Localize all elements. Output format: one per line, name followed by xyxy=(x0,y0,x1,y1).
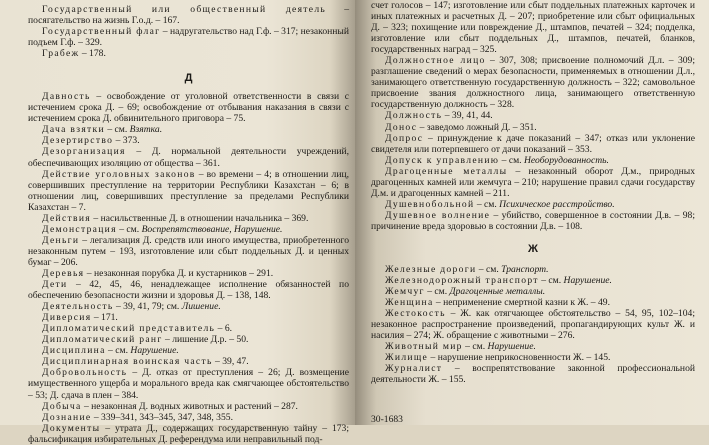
index-entry xyxy=(28,412,349,423)
right-page-zh-entries xyxy=(371,264,695,386)
index-entry xyxy=(28,91,349,124)
index-entry xyxy=(28,345,349,356)
index-entry xyxy=(28,356,349,367)
entry-text: – надругательство над Г.ф. – 317; незаконный подъем Г.ф. – 329. xyxy=(28,26,349,49)
index-entry xyxy=(371,55,695,110)
entry-term: Деньги xyxy=(42,234,80,246)
entry-text: – см. xyxy=(105,345,131,357)
index-entry xyxy=(28,124,349,135)
entry-text: – 171. xyxy=(91,312,118,324)
entry-text: – незаконная порубка Д. и кустарников – 291. xyxy=(84,267,274,279)
entry-term: Душевное волнение xyxy=(385,209,491,221)
entry-reference: Взятка. xyxy=(129,124,163,136)
entry-term: Действия xyxy=(42,212,91,224)
index-entry xyxy=(371,110,695,121)
index-entry xyxy=(371,286,695,297)
entry-text: – см. xyxy=(499,154,524,166)
entry-term: Дача взятки xyxy=(42,124,105,136)
index-entry xyxy=(28,169,349,213)
entry-reference: Нарушение. xyxy=(487,341,536,353)
entry-term: Диверсия xyxy=(42,312,92,324)
entry-text: – см. xyxy=(116,223,142,235)
index-entry xyxy=(28,26,349,48)
index-entry xyxy=(28,367,349,400)
entry-text: – во времени – 4; в отношении лиц, совершивших преступление на территории Республики Казахстан – 6; в отношении лиц, совершивших преступление за пределами Республики Казахстан – 7. xyxy=(28,168,349,213)
index-entry xyxy=(28,334,349,345)
entry-text: – воспрепятствование законной профессиональной деятельности Ж. – 155. xyxy=(371,363,695,386)
entry-term: Допуск к управлению xyxy=(385,154,500,166)
index-entry xyxy=(371,341,695,352)
entry-term: Жестокость xyxy=(385,308,446,320)
entry-text: – освобождение от уголовной ответственности в связи с истечением срока Д. – 69; освобождение от отбывания наказания в связи с истечением срока Д. обвинительного приговора – 75. xyxy=(28,91,349,125)
entry-text: – 307, 308; присвоение полномочий Д.л. – 309; разглашение сведений о мерах безопасности, применяемых в отношении Д.л., занимающего ответственную государственную должность – 322; самовольное присвоение звания должностного лица, занимающего ответственную государственную должность – 328. xyxy=(371,55,696,111)
entry-text: – принуждение к даче показаний – 347; отказ или уклонение свидетеля или потерпевшего от дачи показаний – 353. xyxy=(371,132,695,155)
entry-text: счет голосов – 147; изготовление или сбыт поддельных платежных карточек и иных платежных и расчетных Д. – 207; приобретение или сбыт официальных Д. – 323; похищение или повреждение Д., штампов, печатей – 324; подделка, изготовление или сбыт поддельных Д., штампов, печатей, бланков, государственных наград – 325. xyxy=(371,0,695,56)
index-entry xyxy=(371,210,695,232)
entry-reference: Транспорт. xyxy=(501,263,549,275)
right-page xyxy=(355,0,709,425)
entry-text: – 39, 47. xyxy=(212,356,249,368)
entry-text: – 39, 41, 79; см. xyxy=(113,301,182,313)
entry-term: Должностное лицо xyxy=(385,55,486,67)
entry-text: – утрата Д., содержащих государственную тайну – 173; фальсификация избирательных Д. референдума или неправильный под- xyxy=(28,422,349,445)
entry-reference: Драгоценные металлы. xyxy=(449,286,546,298)
index-entry xyxy=(28,213,349,224)
right-page-index-entries xyxy=(371,0,695,232)
entry-term: Дезертирство xyxy=(42,135,114,147)
index-entry xyxy=(28,323,349,334)
index-entry xyxy=(28,301,349,312)
index-entry xyxy=(371,275,695,286)
index-entry xyxy=(28,235,349,268)
index-entry xyxy=(28,268,349,279)
left-page-index-entries xyxy=(28,91,349,445)
entry-term: Душевнобольной xyxy=(385,198,475,210)
entry-text: – см. xyxy=(538,275,564,287)
entry-text: – 373. xyxy=(113,135,140,147)
entry-term: Государственный флаг xyxy=(42,26,161,38)
index-entry xyxy=(371,0,695,55)
entry-text: – см. xyxy=(104,124,130,136)
entry-text: – лишение Д.р. – 50. xyxy=(162,334,249,346)
entry-term: Железнодорожный транспорт xyxy=(385,275,539,287)
entry-text: – 42, 45, 46, ненадлежащее исполнение обязанностей по обеспечению безопасности жизни и здоровья Д. – 138, 148. xyxy=(28,279,349,302)
entry-term: Женщина xyxy=(385,297,434,309)
index-entry xyxy=(28,146,349,168)
entry-term: Железные дороги xyxy=(385,263,477,275)
entry-text: – см. xyxy=(424,286,450,298)
entry-text: – неприменение смертной казни к Ж. – 49. xyxy=(433,297,610,309)
index-entry xyxy=(371,133,695,155)
entry-term: Грабеж xyxy=(42,48,80,60)
entry-term: Дипломатический представитель xyxy=(42,323,216,335)
index-entry xyxy=(28,279,349,301)
folio-number: 30-1683 xyxy=(371,414,403,425)
entry-term: Журналист xyxy=(385,363,443,375)
entry-reference: Необорудованность. xyxy=(523,154,609,166)
index-entry xyxy=(28,135,349,146)
index-entry xyxy=(28,224,349,235)
index-entry xyxy=(371,363,695,385)
index-entry xyxy=(28,4,349,26)
entry-text: – незаконный оборот Д.м., природных драгоценных камней или жемчуга – 210; нарушение правил сдачи государству Д.м. и драгоценных камней – 211. xyxy=(371,165,695,199)
entry-term: Животный мир xyxy=(385,341,463,353)
entry-term: Донос xyxy=(385,121,418,133)
entry-text: – Д. отказ от преступления – 26; Д. возмещение имущественного ущерба и морального вреда как смягчающее обстоятельство – 53; Д. сдача в плен – 384. xyxy=(28,367,349,401)
entry-term: Драгоценные металлы xyxy=(385,165,508,177)
index-entry xyxy=(28,312,349,323)
entry-term: Дезорганизация xyxy=(42,146,126,158)
entry-term: Дисциплинарная воинская часть xyxy=(42,356,213,368)
entry-term: Документы xyxy=(42,422,101,434)
entry-text: – легализация Д. средств или иного имущества, приобретенного незаконным путем – 193, изготовление или сбыт поддельных Д. и ценных бумаг – 206. xyxy=(28,234,349,268)
section-letter-d: Д xyxy=(184,72,193,85)
entry-text: – заведомо ложный Д. – 351. xyxy=(417,121,537,133)
entry-text: – насильственные Д. в отношении начальника – 369. xyxy=(90,212,309,224)
entry-reference: Воспрепятствование, Нарушение. xyxy=(141,223,283,235)
entry-term: Давность xyxy=(42,91,91,103)
index-entry xyxy=(28,423,349,445)
entry-term: Деревья xyxy=(42,267,85,279)
entry-text: – убийство, совершенное в состоянии Д.в. – 98; причинение вреда здоровью в состоянии Д.в. – 108. xyxy=(371,209,695,232)
entry-reference: Психическое расстройство. xyxy=(499,198,615,210)
entry-term: Добыча xyxy=(42,400,82,412)
left-page-top-entries xyxy=(28,4,349,59)
entry-term: Действие уголовных законов xyxy=(42,168,196,180)
index-entry xyxy=(28,48,349,59)
entry-term: Жемчуг xyxy=(385,286,425,298)
entry-text: – 178. xyxy=(79,48,106,60)
index-entry xyxy=(371,155,695,166)
entry-reference: Нарушение. xyxy=(563,275,612,287)
entry-term: Допрос xyxy=(385,132,424,144)
entry-term: Жилище xyxy=(385,352,429,364)
index-entry xyxy=(371,199,695,210)
index-entry xyxy=(28,401,349,412)
section-letter-zh: Ж xyxy=(528,242,538,255)
entry-text: – посягательство на жизнь Г.о.д. – 167. xyxy=(28,4,349,27)
entry-reference: Нарушение. xyxy=(130,345,179,357)
entry-text: – Ж. как отягчающее обстоятельство – 54, 95, 102–104; незаконное распространение произведений, пропагандирующих культ Ж. и насилия – 274; Ж. обращение с животными – 276. xyxy=(371,308,695,342)
entry-term: Дисциплина xyxy=(42,345,106,357)
entry-text: – незаконная Д. водных животных и растений – 287. xyxy=(81,400,298,412)
entry-term: Должность xyxy=(385,110,443,122)
entry-term: Демонстрация xyxy=(42,223,117,235)
index-entry xyxy=(371,352,695,363)
entry-text: – 6. xyxy=(215,323,233,335)
entry-term: Дети xyxy=(42,279,68,291)
entry-text: – нарушение неприкосновенности Ж. – 145. xyxy=(428,352,611,364)
entry-reference: Лишение. xyxy=(181,301,221,313)
entry-term: Добровольность xyxy=(42,367,128,379)
index-entry xyxy=(371,122,695,133)
index-entry xyxy=(371,264,695,275)
entry-term: Дознание xyxy=(42,411,92,423)
entry-text: – Д. нормальной деятельности учреждений, обеспечивающих изоляцию от общества – 361. xyxy=(28,146,349,169)
index-entry xyxy=(371,308,695,341)
entry-term: Деятельность xyxy=(42,301,114,313)
entry-text: – см. xyxy=(474,198,500,210)
entry-term: Дипломатический ранг xyxy=(42,334,163,346)
index-entry xyxy=(371,297,695,308)
entry-term: Государственный или общественный деятель xyxy=(42,4,327,15)
entry-text: – 339–341, 343–345, 347, 348, 355. xyxy=(91,411,233,423)
entry-text: – см. xyxy=(462,341,488,353)
entry-text: – см. xyxy=(476,263,502,275)
entry-text: – 39, 41, 44. xyxy=(442,110,493,122)
index-entry xyxy=(371,166,695,199)
